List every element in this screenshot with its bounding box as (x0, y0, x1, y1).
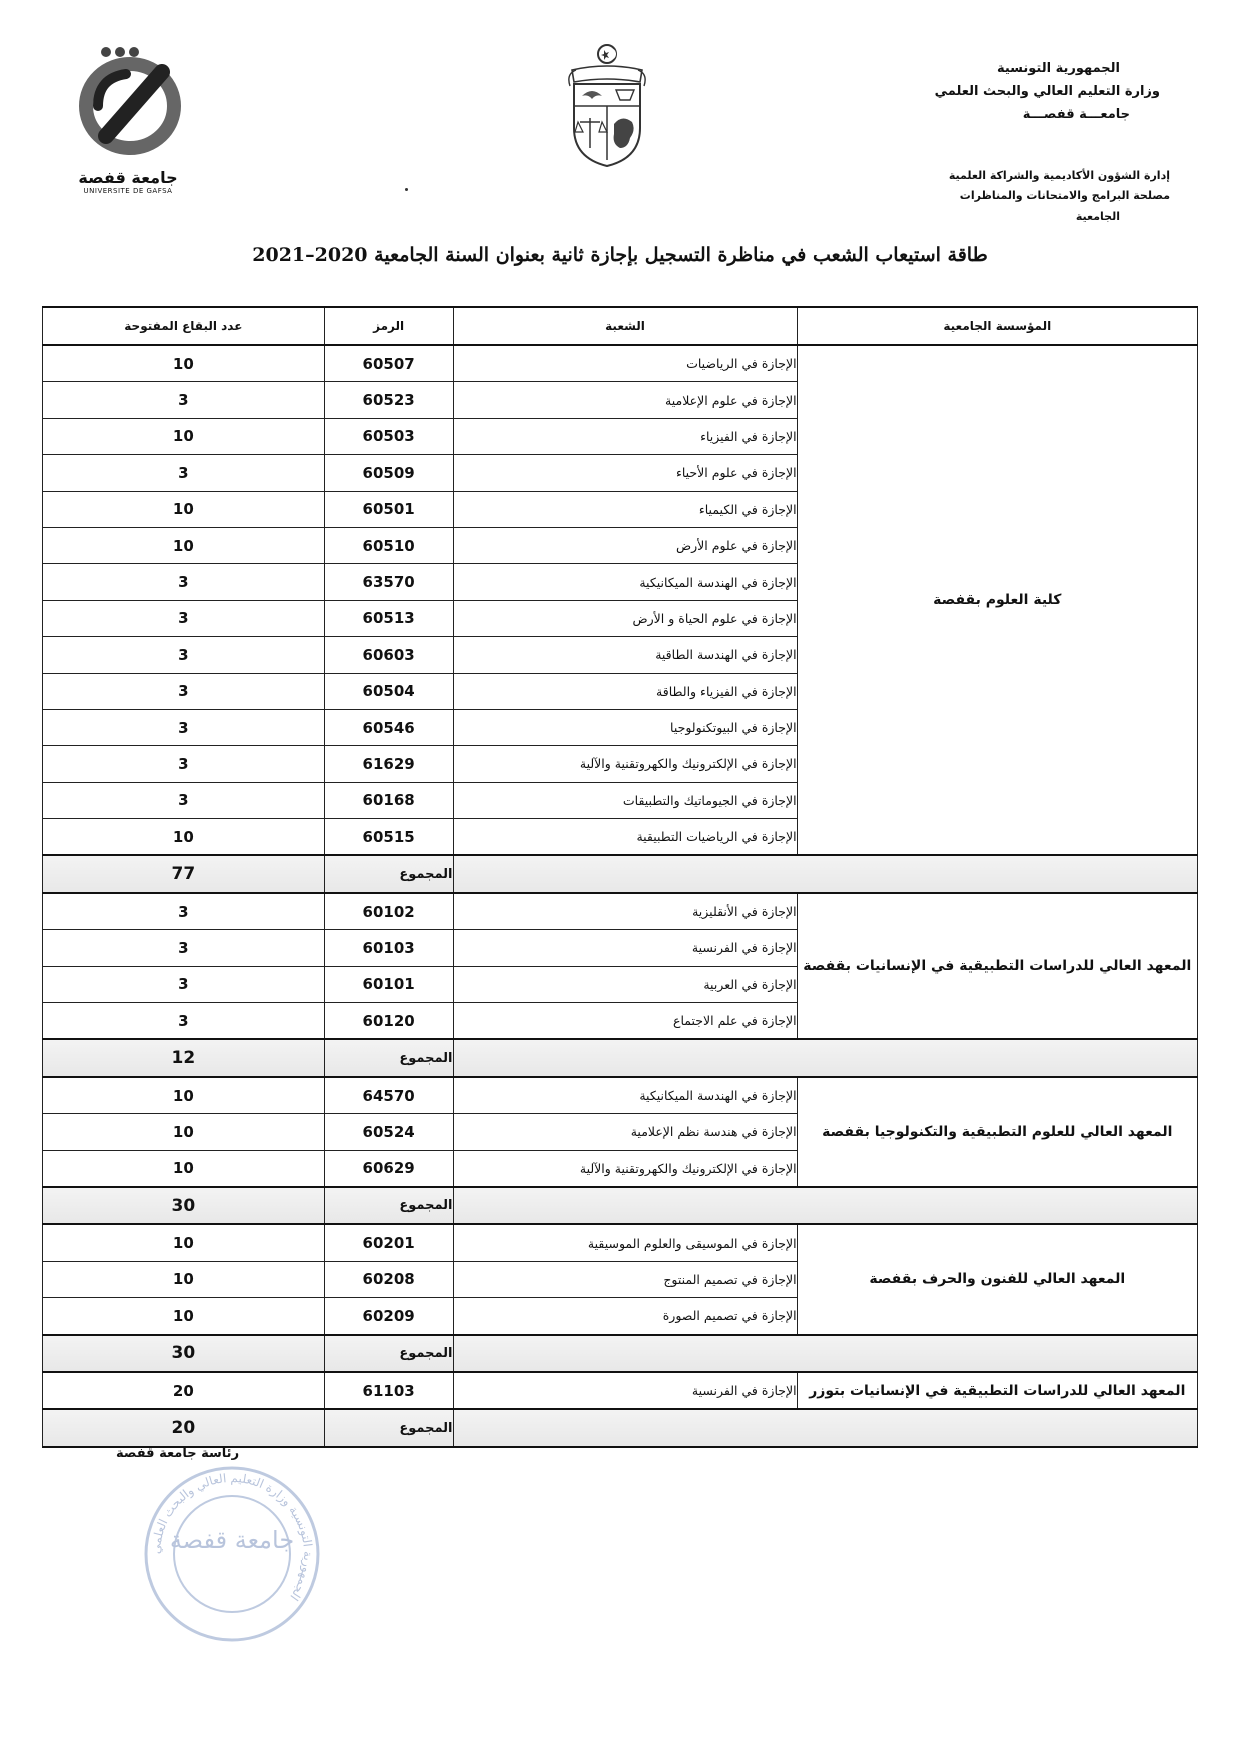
signature-label: رئاسة جامعة قفصة (116, 1446, 240, 1461)
seats-cell: 3 (43, 893, 325, 930)
total-value: 30 (43, 1335, 325, 1372)
code-cell: 60209 (324, 1298, 453, 1335)
seats-cell: 10 (43, 418, 325, 454)
program-cell: الإجازة في الإلكترونيك والكهروتقنية والآلية (453, 1150, 797, 1187)
program-cell: الإجازة في البيوتكنولوجيا (453, 709, 797, 745)
university-logo-icon (62, 44, 194, 162)
col-header-seats: عدد البقاع المفتوحة (43, 307, 325, 345)
program-cell: الإجازة في الرياضيات (453, 345, 797, 382)
code-cell: 60629 (324, 1150, 453, 1187)
code-cell: 60509 (324, 455, 453, 491)
code-cell: 60504 (324, 673, 453, 709)
total-label: المجموع (324, 1409, 453, 1446)
institution-cell: المعهد العالي للدراسات التطبيقية في الإنسانيات بقفصة (797, 893, 1197, 1040)
program-cell: الإجازة في علوم الحياة و الأرض (453, 600, 797, 636)
seats-cell: 3 (43, 709, 325, 745)
table-header-row (43, 307, 1198, 345)
program-cell: الإجازة في الهندسة الميكانيكية (453, 564, 797, 600)
seats-cell: 3 (43, 966, 325, 1002)
department-block (850, 166, 1170, 227)
program-cell: الإجازة في الفيزياء (453, 418, 797, 454)
total-value: 12 (43, 1039, 325, 1076)
program-cell: الإجازة في تصميم الصورة (453, 1298, 797, 1335)
total-spacer (453, 855, 1198, 892)
program-cell: الإجازة في تصميم المنتوج (453, 1261, 797, 1297)
seats-cell: 10 (43, 527, 325, 563)
table-row (43, 1372, 1198, 1409)
department-line-3: الجامعية (1075, 209, 1120, 223)
total-row (43, 1409, 1198, 1446)
capacity-table (42, 306, 1198, 1448)
total-value: 20 (43, 1409, 325, 1446)
program-cell: الإجازة في العربية (453, 966, 797, 1002)
tunisia-emblem-icon (552, 40, 662, 170)
seats-cell: 10 (43, 1077, 325, 1114)
program-cell: الإجازة في هندسة نظم الإعلامية (453, 1114, 797, 1150)
seats-cell: 3 (43, 930, 325, 966)
program-cell: الإجازة في علوم الأرض (453, 527, 797, 563)
university-logo (62, 44, 194, 194)
program-cell: الإجازة في الإلكترونيك والكهروتقنية والآلية (453, 746, 797, 782)
total-spacer (453, 1187, 1198, 1224)
program-cell: الإجازة في علوم الأحياء (453, 455, 797, 491)
code-cell: 60101 (324, 966, 453, 1002)
code-cell: 60503 (324, 418, 453, 454)
header-block (860, 58, 1160, 126)
seats-cell: 3 (43, 1003, 325, 1040)
country-name: الجمهورية التونسية (996, 61, 1120, 76)
program-cell: الإجازة في الفرنسية (453, 1372, 797, 1409)
institution-cell: المعهد العالي للعلوم التطبيقية والتكنولوجيا بقفصة (797, 1077, 1197, 1187)
seats-cell: 3 (43, 673, 325, 709)
ministry-name: وزارة التعليم العالي والبحث العلمي (934, 83, 1160, 99)
program-cell: الإجازة في علم الاجتماع (453, 1003, 797, 1040)
total-row (43, 1039, 1198, 1076)
code-cell: 60120 (324, 1003, 453, 1040)
seats-cell: 3 (43, 382, 325, 418)
code-cell: 61103 (324, 1372, 453, 1409)
total-label: المجموع (324, 1039, 453, 1076)
code-cell: 60546 (324, 709, 453, 745)
program-cell: الإجازة في الموسيقى والعلوم الموسيقية (453, 1224, 797, 1261)
code-cell: 60102 (324, 893, 453, 930)
seats-cell: 3 (43, 782, 325, 818)
col-header-code: الرمز (324, 307, 453, 345)
seats-cell: 10 (43, 819, 325, 856)
seats-cell: 10 (43, 1224, 325, 1261)
total-label: المجموع (324, 1187, 453, 1224)
logo-subtext: UNIVERSITE DE GAFSA (83, 187, 173, 195)
program-cell: الإجازة في علوم الإعلامية (453, 382, 797, 418)
stamp-center-text: جامعة قفصة (169, 1526, 295, 1554)
program-cell: الإجازة في الهندسة الميكانيكية (453, 1077, 797, 1114)
table-body (43, 345, 1198, 1447)
program-cell: الإجازة في الكيمياء (453, 491, 797, 527)
table-row (43, 1224, 1198, 1261)
total-label: المجموع (324, 855, 453, 892)
table-row (43, 345, 1198, 382)
code-cell: 60510 (324, 527, 453, 563)
university-name: جامعـــة قفصـــة (1022, 106, 1130, 122)
total-spacer (453, 1039, 1198, 1076)
seats-cell: 10 (43, 1261, 325, 1297)
col-header-institution: المؤسسة الجامعية (797, 307, 1197, 345)
code-cell: 64570 (324, 1077, 453, 1114)
code-cell: 60103 (324, 930, 453, 966)
stamp-ring-text: الجمهورية التونسية وزارة التعليم العالي والبحث العلمي (148, 1470, 316, 1604)
university-stamp (142, 1464, 322, 1644)
seats-cell: 10 (43, 345, 325, 382)
code-cell: 60507 (324, 345, 453, 382)
code-cell: 60208 (324, 1261, 453, 1297)
table-row (43, 893, 1198, 930)
department-line-1: إدارة الشؤون الأكاديمية والشراكة العلمية (948, 169, 1170, 182)
code-cell: 60603 (324, 637, 453, 673)
institution-cell: المعهد العالي للدراسات التطبيقية في الإنسانيات بتوزر (797, 1372, 1197, 1409)
code-cell: 63570 (324, 564, 453, 600)
seats-cell: 10 (43, 1114, 325, 1150)
seats-cell: 3 (43, 746, 325, 782)
total-row (43, 1187, 1198, 1224)
col-header-program: الشعبة (453, 307, 797, 345)
seats-cell: 10 (43, 1298, 325, 1335)
total-spacer (453, 1335, 1198, 1372)
total-value: 77 (43, 855, 325, 892)
total-value: 30 (43, 1187, 325, 1224)
institution-cell: المعهد العالي للفنون والحرف بقفصة (797, 1224, 1197, 1334)
table-row (43, 1077, 1198, 1114)
total-label: المجموع (324, 1335, 453, 1372)
program-cell: الإجازة في الأنقليزية (453, 893, 797, 930)
document-title: طاقة استيعاب الشعب في مناظرة التسجيل بإجازة ثانية بعنوان السنة الجامعية 2020–2021 (252, 244, 988, 266)
program-cell: الإجازة في الفرنسية (453, 930, 797, 966)
program-cell: الإجازة في الرياضيات التطبيقية (453, 819, 797, 856)
stray-dot (405, 188, 408, 191)
department-line-2: مصلحة البرامج والامتحانات والمناظرات (959, 189, 1170, 203)
seats-cell: 20 (43, 1372, 325, 1409)
code-cell: 60523 (324, 382, 453, 418)
code-cell: 60201 (324, 1224, 453, 1261)
code-cell: 60168 (324, 782, 453, 818)
seats-cell: 3 (43, 564, 325, 600)
total-row (43, 855, 1198, 892)
code-cell: 60515 (324, 819, 453, 856)
seats-cell: 3 (43, 600, 325, 636)
seats-cell: 3 (43, 637, 325, 673)
code-cell: 61629 (324, 746, 453, 782)
program-cell: الإجازة في الفيزياء والطاقة (453, 673, 797, 709)
total-spacer (453, 1409, 1198, 1446)
code-cell: 60524 (324, 1114, 453, 1150)
total-row (43, 1335, 1198, 1372)
program-cell: الإجازة في الجيوماتيك والتطبيقات (453, 782, 797, 818)
code-cell: 60501 (324, 491, 453, 527)
seats-cell: 3 (43, 455, 325, 491)
program-cell: الإجازة في الهندسة الطاقية (453, 637, 797, 673)
seats-cell: 10 (43, 491, 325, 527)
seats-cell: 10 (43, 1150, 325, 1187)
institution-cell: كلية العلوم بقفصة (797, 345, 1197, 855)
logo-text: جامعة قفصة (78, 168, 178, 187)
code-cell: 60513 (324, 600, 453, 636)
